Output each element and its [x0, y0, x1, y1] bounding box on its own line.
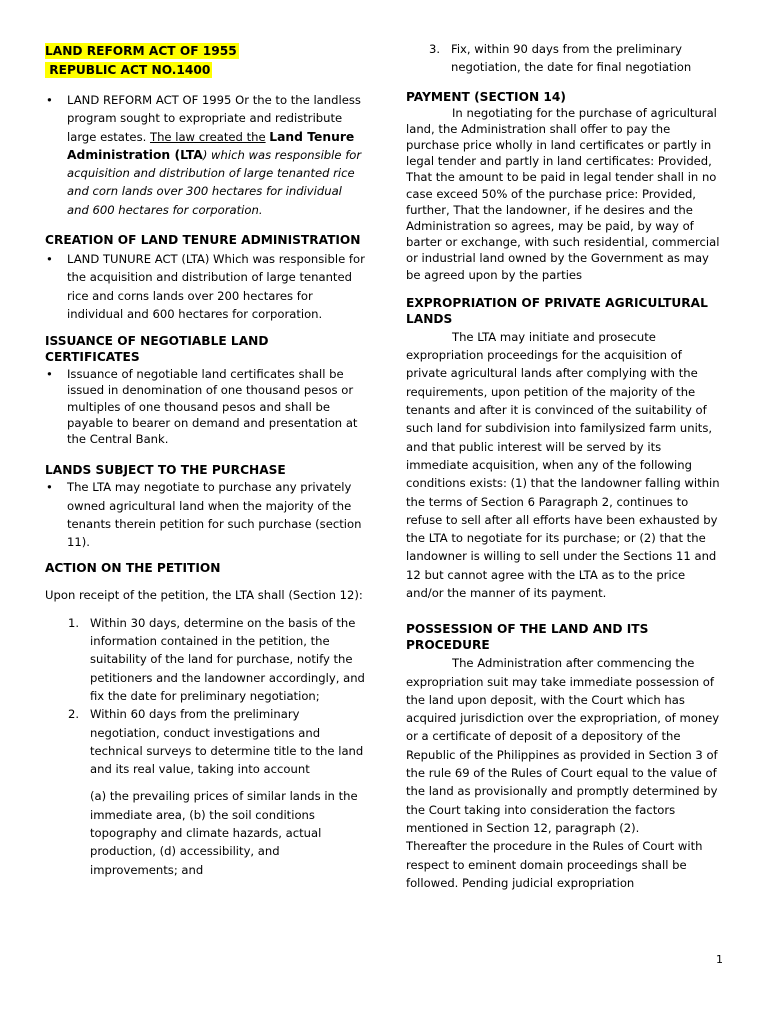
issuance-bullet	[45, 366, 365, 447]
item-text: Fix, within 90 days from the preliminary negotiation, the date for final negotiation	[451, 42, 692, 75]
intro-bold-text: Land Tenure Administration (LTA	[67, 129, 355, 162]
item-number: 2.	[68, 707, 80, 722]
creation-text: LAND TUNURE ACT (LTA) Which was responsible for the acquisition and distribution of large tenanted rice and corns lands over 200 hectares for individual and 600 hectares for corporation.	[67, 252, 365, 321]
action-item-1	[45, 614, 365, 705]
left-column	[45, 40, 365, 879]
possession-heading: POSSESSION OF THE LAND AND ITS PROCEDURE	[406, 622, 649, 653]
action-item-3	[406, 40, 724, 77]
lands-bullet	[45, 478, 365, 551]
lands-text: The LTA may negotiate to purchase any privately owned agricultural land when the majority of the tenants therein petition for such purchase (section 11).	[67, 480, 362, 550]
intro-italic-text: ) which was responsible for acquisition and distribution of large tenanted rice and corn lands over 300 hectares for individual and 600 hectares for corporation.	[67, 147, 362, 217]
bullet-icon: •	[46, 480, 53, 495]
right-column	[406, 40, 724, 892]
bullet-icon: •	[46, 252, 53, 267]
action-heading: ACTION ON THE PETITION	[45, 561, 221, 576]
item-number: 1.	[68, 615, 80, 630]
action-item-2	[45, 705, 365, 778]
item-text: Within 60 days from the preliminary negotiation, conduct investigations and technical surveys to determine title to the land and its real value, taking into account	[90, 707, 364, 777]
possession-text: The Administration after commencing the expropriation suit may take immediate possession of the land upon deposit, with the Court which has acquired jurisdiction over the expropriation, of money or a certificate of deposit of a depository of the Republic of the Philippines as provided in Section 3 of the rule 69 of the Rules of Court equal to the value of the land as provisionally and promptly determined by the Court taking into consideration the factors mentioned in Section 12, paragraph (2).	[406, 656, 720, 835]
page-number: 1	[716, 953, 723, 966]
title-line-1: LAND REFORM ACT OF 1955	[45, 44, 237, 58]
title-line-2: REPUBLIC ACT NO.1400	[45, 63, 211, 77]
intro-underlined-text: The law created the	[149, 129, 266, 144]
possession-text-2: Thereafter the procedure in the Rules of Court with respect to eminent domain proceedings shall be followed. Pending judicial expropriation	[406, 839, 703, 890]
payment-text: In negotiating for the purchase of agricultural land, the Administration shall offer to pay the purchase price wholly in land certificates or partly in legal tender and partly in land certificates: Provided, That the amount to be paid in legal tender shall in no case exceed 50% of the purchase price: Provided, further, That the landowner, if he desires and the Administration so agrees, may be paid, by way of barter or exchange, with such residential, commercial or industrial land owned by the Government as may be agreed upon by the parties	[406, 105, 720, 282]
item-text: Within 30 days, determine on the basis of the information contained in the petition, the suitability of the land for purchase, notify the petitioners and the landowner accordingly, and fix the date for preliminary negotiation;	[90, 615, 365, 703]
creation-heading: CREATION OF LAND TENURE ADMINISTRATION	[45, 233, 361, 248]
intro-text: LAND REFORM ACT OF 1995 Or the to the landless program sought to expropriate and redistribute large estates.	[67, 93, 361, 144]
expropriation-heading: EXPROPRIATION OF PRIVATE AGRICULTURAL LANDS	[406, 295, 708, 326]
issuance-heading: ISSUANCE OF NEGOTIABLE LAND CERTIFICATES	[45, 334, 269, 365]
intro-bullet	[45, 91, 365, 219]
lands-heading: LANDS SUBJECT TO THE PURCHASE	[45, 463, 286, 478]
bullet-icon: •	[46, 93, 53, 107]
expropriation-text: The LTA may initiate and prosecute expropriation proceedings for the acquisition of private agricultural lands after complying with the requirements, upon petition of the majority of the tenants and after it is convinced of the suitability of such land for subdivision into familysized farm units, and that public interest will be served by its immediate acquisition, when any of the following conditions exists: (1) that the landowner falling within the terms of Section 6 Paragraph 2, continues to refuse to sell after all efforts have been exhausted by the LTA to negotiate for its purchase; or (2) that the landowner is willing to sell under the Sections 11 and 12 but cannot agree with the LTA as to the price and/or the manner of its payment.	[406, 329, 720, 600]
document-title	[45, 40, 365, 78]
creation-bullet	[45, 250, 365, 323]
issuance-text: Issuance of negotiable land certificates shall be issued in denomination of one thousand pesos or multiples of one thousand pesos and shall be payable to bearer on demand and presentation at the Central Bank.	[67, 367, 358, 447]
item-number: 3.	[429, 42, 441, 56]
action-intro: Upon receipt of the petition, the LTA shall (Section 12):	[45, 588, 363, 603]
payment-heading: PAYMENT (SECTION 14)	[406, 89, 566, 104]
bullet-icon: •	[46, 367, 53, 382]
action-item-2-sub: (a) the prevailing prices of similar lands in the immediate area, (b) the soil conditions topography and climate hazards, actual production, (d) accessibility, and improvements; and	[90, 789, 358, 877]
